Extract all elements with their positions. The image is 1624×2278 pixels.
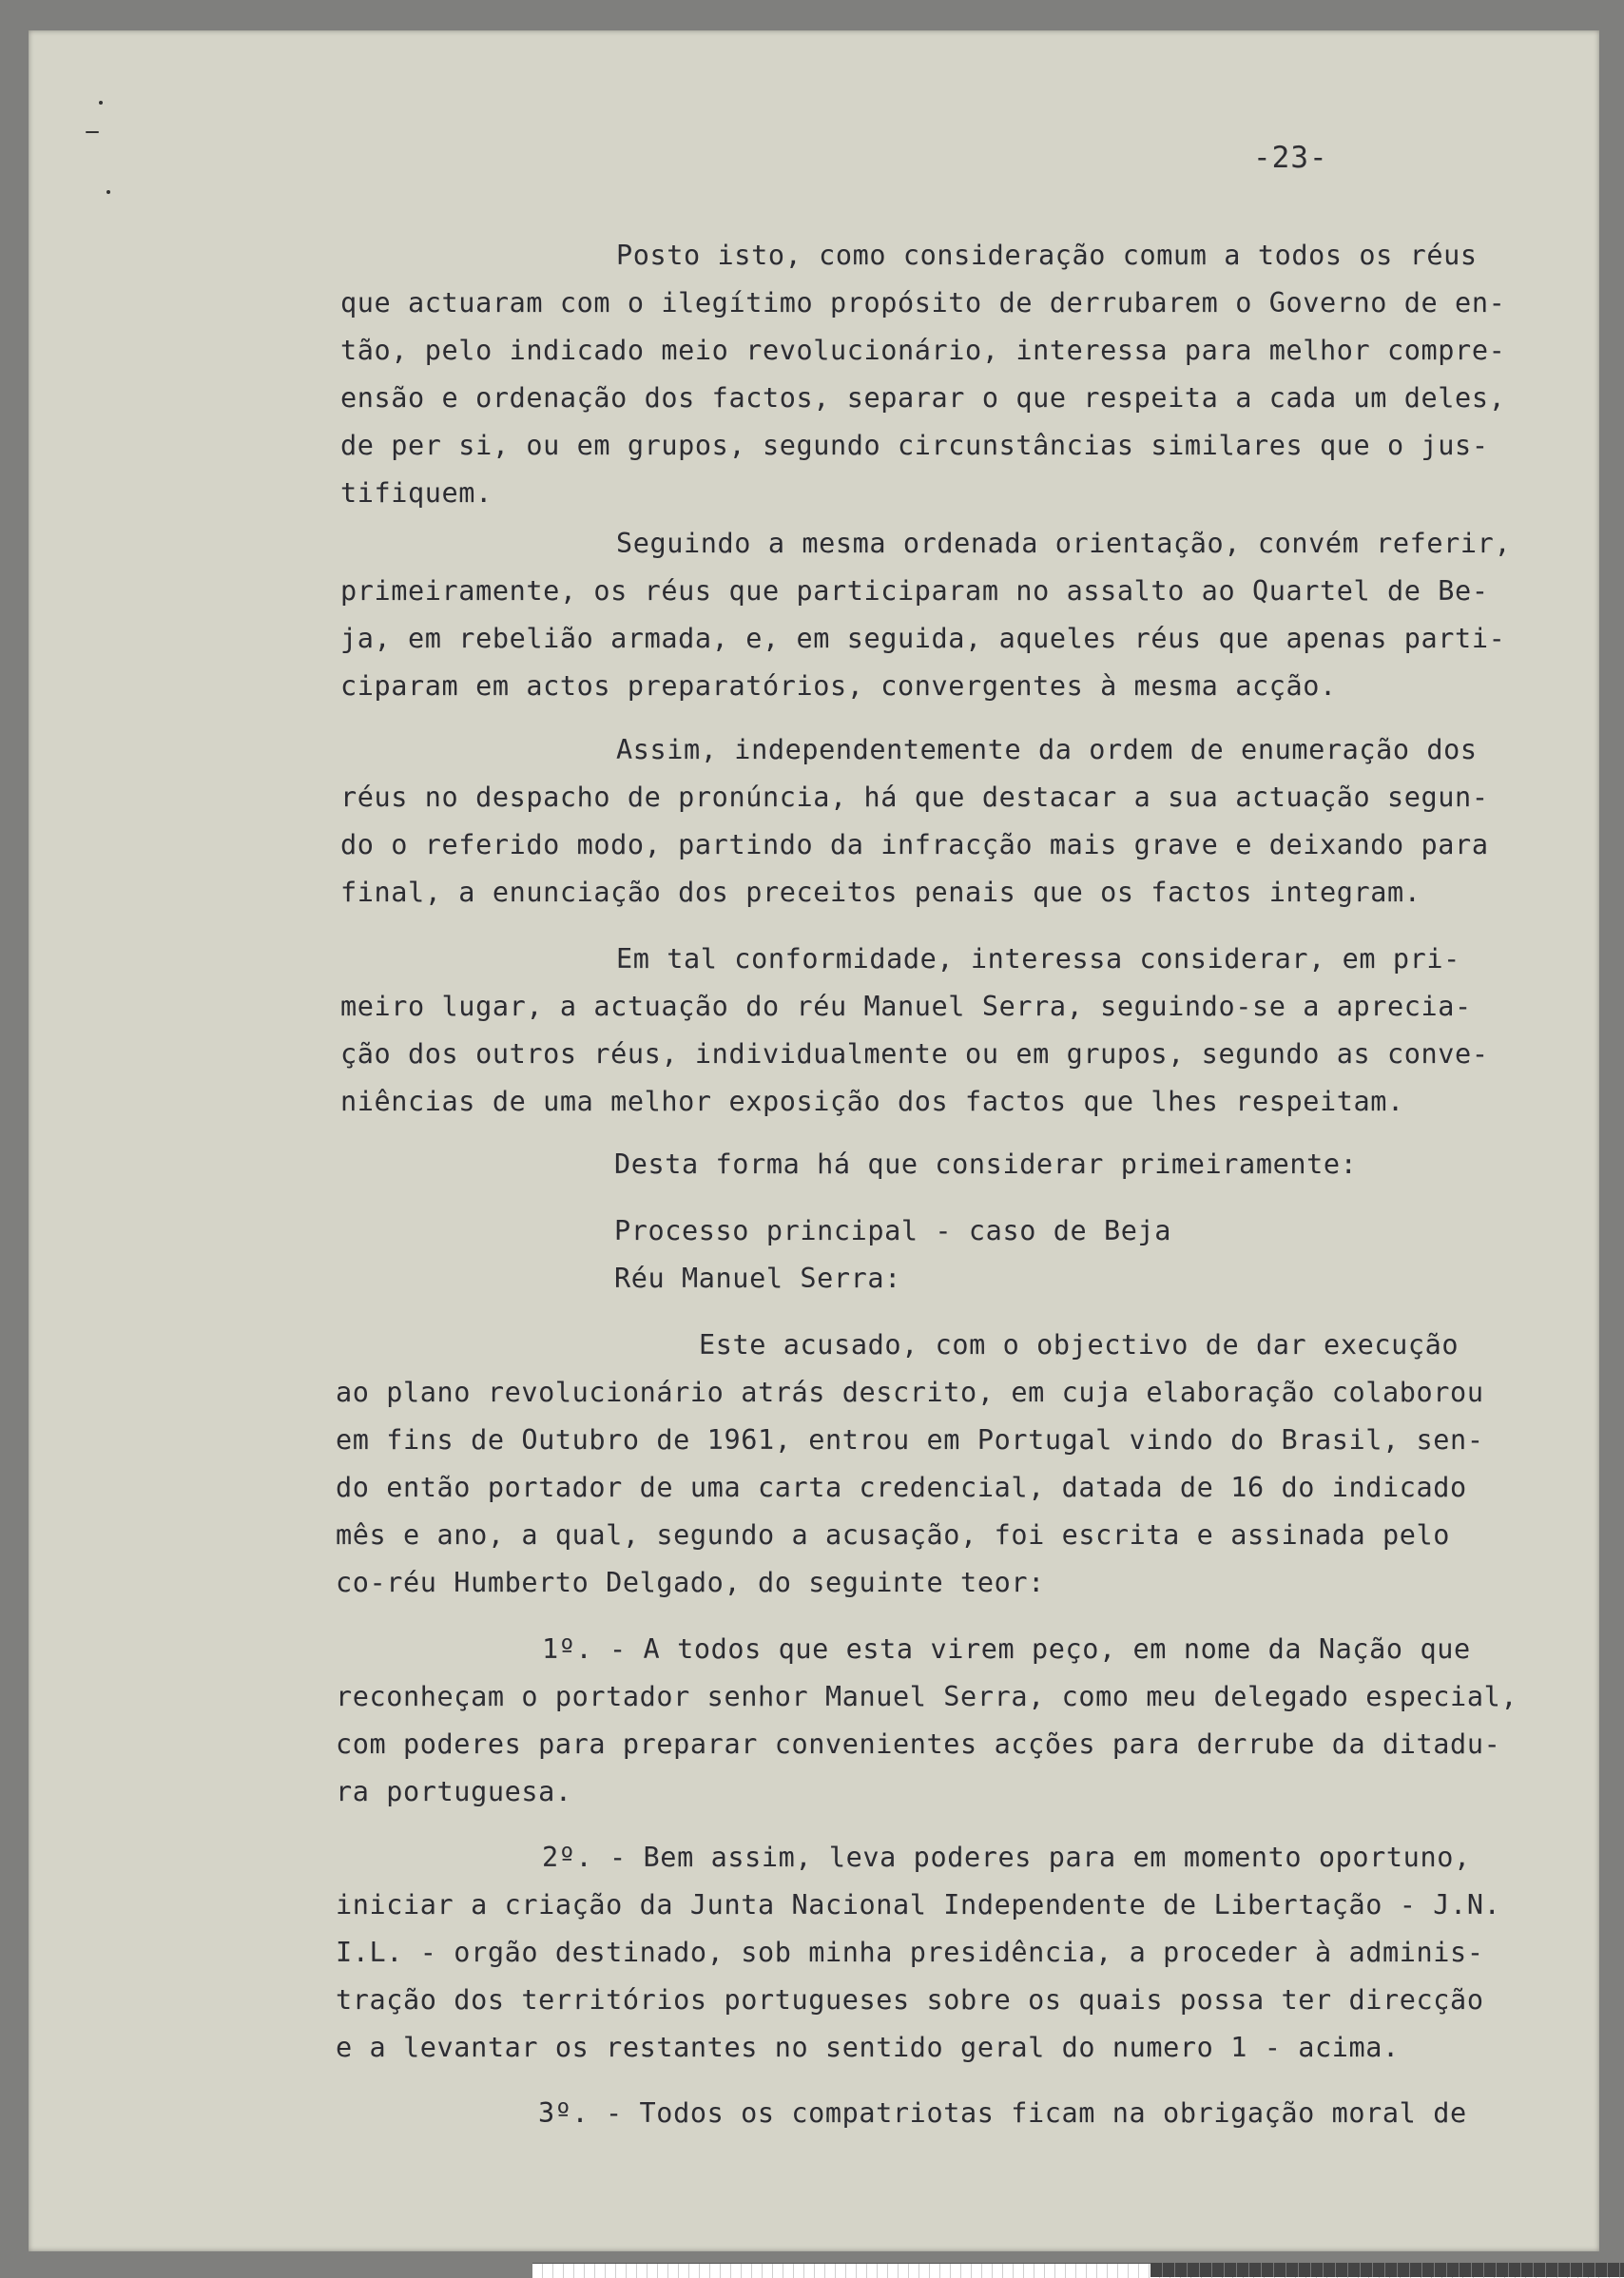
text-line: réus no despacho de pronúncia, há que destacar a sua actuação segun-: [340, 782, 1489, 813]
text-line: Desta forma há que considerar primeiramente:: [614, 1149, 1358, 1180]
text-line: reconheçam o portador senhor Manuel Serra, como meu delegado especial,: [336, 1681, 1518, 1712]
text-line: Em tal conformidade, interessa considerar, em pri-: [616, 943, 1460, 975]
text-line: do o referido modo, partindo da infracção mais grave e deixando para: [340, 829, 1489, 860]
section-heading: Processo principal - caso de Beja: [614, 1215, 1172, 1246]
text-line: ção dos outros réus, individualmente ou em grupos, segundo as conve-: [340, 1038, 1489, 1070]
text-line: final, a enunciação dos preceitos penais que os factos integram.: [340, 877, 1421, 908]
text-line: tifiquem.: [340, 477, 493, 509]
text-line: ra portuguesa.: [336, 1776, 572, 1807]
text-line: tração dos territórios portugueses sobre os quais possa ter direcção: [336, 1984, 1484, 2016]
text-line: tão, pelo indicado meio revolucionário, interessa para melhor compre-: [340, 335, 1506, 366]
text-line: de per si, ou em grupos, segundo circunstâncias similares que o jus-: [340, 430, 1489, 461]
text-line: ja, em rebelião armada, e, em seguida, aqueles réus que apenas parti-: [340, 623, 1506, 654]
text-line: 3º. - Todos os compatriotas ficam na obrigação moral de: [538, 2097, 1467, 2129]
text-line: do então portador de uma carta credencial, datada de 16 do indicado: [336, 1472, 1467, 1503]
scan-speck: [86, 131, 99, 133]
text-line: com poderes para preparar convenientes acções para derrube da ditadu-: [336, 1728, 1501, 1760]
text-line: Este acusado, com o objectivo de dar execução: [699, 1329, 1460, 1361]
text-line: Posto isto, como consideração comum a todos os réus: [616, 240, 1478, 271]
text-line: meiro lugar, a actuação do réu Manuel Serra, seguindo-se a aprecia-: [340, 991, 1472, 1022]
page-number: -23-: [1253, 141, 1328, 175]
text-line: mês e ano, a qual, segundo a acusação, foi escrita e assinada pelo: [336, 1519, 1451, 1551]
scan-speck: [99, 101, 103, 105]
text-line: Assim, independentemente da ordem de enumeração dos: [616, 734, 1478, 765]
scan-speck: [106, 190, 110, 194]
text-line: ciparam em actos preparatórios, convergentes à mesma acção.: [340, 670, 1337, 702]
text-line: co-réu Humberto Delgado, do seguinte teor:: [336, 1567, 1045, 1598]
section-heading: Réu Manuel Serra:: [614, 1263, 901, 1294]
text-line: ensão e ordenação dos factos, separar o que respeita a cada um deles,: [340, 382, 1506, 414]
text-line: primeiramente, os réus que participaram no assalto ao Quartel de Be-: [340, 575, 1489, 607]
text-line: que actuaram com o ilegítimo propósito de derrubarem o Governo de en-: [340, 287, 1506, 319]
text-line: em fins de Outubro de 1961, entrou em Portugal vindo do Brasil, sen-: [336, 1424, 1484, 1456]
text-line: I.L. - orgão destinado, sob minha presidência, a proceder à adminis-: [336, 1937, 1484, 1968]
text-line: Seguindo a mesma ordenada orientação, convém referir,: [616, 528, 1512, 559]
text-line: e a levantar os restantes no sentido geral do numero 1 - acima.: [336, 2032, 1400, 2063]
scan-ruler-dark: [1150, 2263, 1624, 2277]
text-line: ao plano revolucionário atrás descrito, em cuja elaboração colaborou: [336, 1377, 1484, 1408]
text-line: niências de uma melhor exposição dos factos que lhes respeitam.: [340, 1086, 1404, 1117]
text-line: 2º. - Bem assim, leva poderes para em momento oportuno,: [542, 1842, 1471, 1873]
text-line: iniciar a criação da Junta Nacional Independente de Libertação - J.N.: [336, 1889, 1501, 1921]
text-line: 1º. - A todos que esta virem peço, em nome da Nação que: [542, 1633, 1471, 1665]
